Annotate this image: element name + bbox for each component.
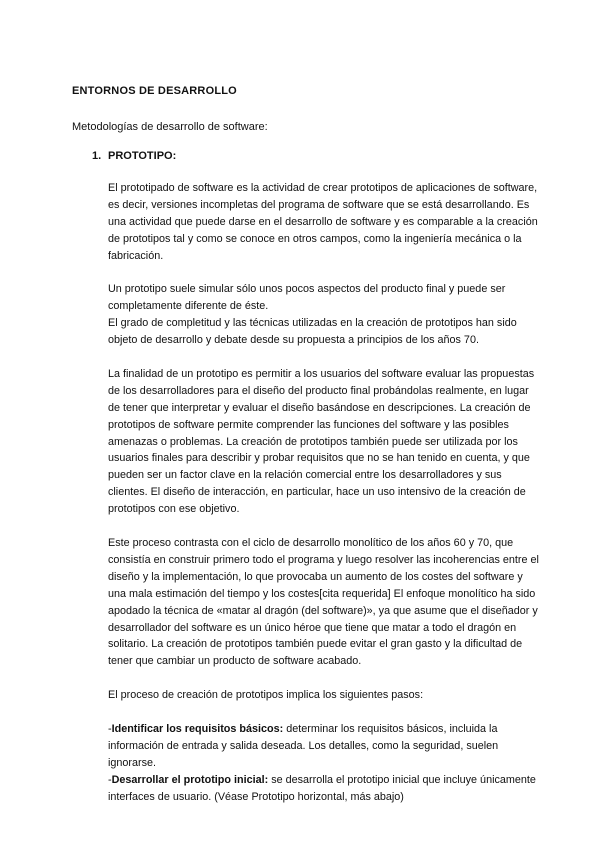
step-label: Desarrollar el prototipo inicial:	[111, 773, 269, 786]
step-label: Identificar los requisitos básicos:	[111, 722, 284, 735]
step-prefix: -	[108, 722, 112, 735]
paragraph: Este proceso contrasta con el ciclo de desarrollo monolítico de los años 60 y 70, que consistía en construir primero todo el programa y luego resolver las incoherencias entre el diseño y la implementación, lo que provocaba un aumento de los costes del software y una mala estimación del tiempo y los costes[cita requerida] El enfoque monolítico ha sido apodado la técnica de «matar al dragón (del software)», ya que asume que el diseñador y desarrollador del software es un único héroe que tiene que matar a todo el dragón en solitario. La creación de prototipos también puede evitar el gran gasto y la dificultad de tener que cambiar un producto de software acabado.	[108, 536, 539, 668]
section-body	[108, 180, 540, 805]
paragraph: El prototipado de software es la actividad de crear prototipos de aplicaciones de software, es decir, versiones incompletas del programa de software que se está desarrollando. Es una actividad que puede darse en el desarrollo de software y es comparable a la creación de prototipos tal y como se conoce en otros campos, como la ingeniería mecánica o la fabricación.	[108, 182, 538, 262]
paragraph: El proceso de creación de prototipos implica los siguientes pasos:	[108, 689, 424, 702]
section-heading	[92, 150, 176, 162]
document-subtitle: Metodologías de desarrollo de software:	[72, 121, 268, 133]
paragraph: La finalidad de un prototipo es permitir a los usuarios del software evaluar las propuestas de los desarrolladores para el diseño del producto final probándolas realmente, en lugar de tener que interpretar y evaluar el diseño basándose en descripciones. La creación de prototipos de software permite comprender las funciones del software y las posibles amenazas o problemas. La creación de prototipos también puede ser utilizada por los usuarios finales para describir y probar requisitos que no se han tenido en cuenta, y que pueden ser un factor clave en la relación comercial entre los desarrolladores y sus clientes. El diseño de interacción, en particular, hace un uso intensivo de la creación de prototipos con ese objetivo.	[108, 367, 535, 516]
section-title: PROTOTIPO:	[108, 150, 177, 162]
step-item	[108, 721, 540, 772]
document-title: ENTORNOS DE DESARROLLO	[72, 85, 237, 97]
paragraph: El grado de completitud y las técnicas utilizadas en la creación de prototipos han sido objeto de desarrollo y debate desde su propuesta a principios de los años 70.	[108, 317, 517, 347]
step-prefix: -	[108, 773, 112, 786]
step-text: se desarrolla el prototipo inicial que incluye únicamente interfaces de usuario. (Véase Prototipo horizontal, más abajo)	[108, 773, 536, 803]
step-item	[108, 772, 540, 806]
paragraph: Un prototipo suele simular sólo unos pocos aspectos del producto final y puede ser completamente diferente de éste.	[108, 283, 506, 313]
step-text: determinar los requisitos básicos, incluida la información de entrada y salida deseada. Los detalles, como la seguridad, suelen ignorarse.	[108, 722, 499, 769]
section-number: 1.	[92, 150, 102, 162]
